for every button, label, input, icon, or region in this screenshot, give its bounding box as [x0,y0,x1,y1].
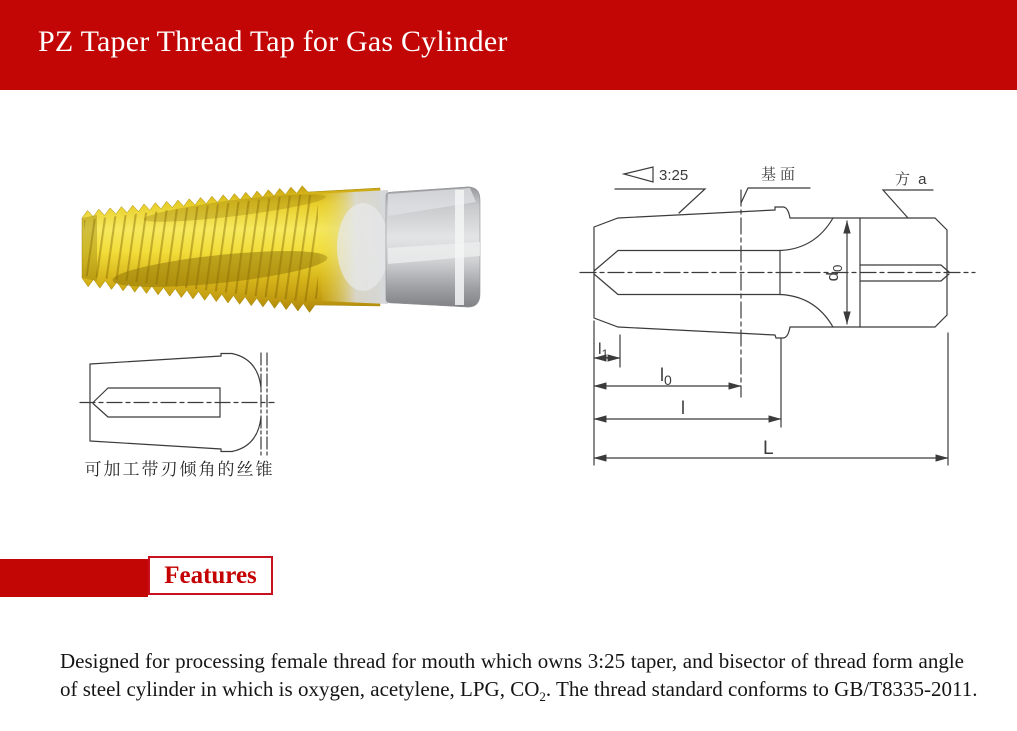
technical-drawing-svg [575,155,1015,475]
l0-label [660,365,672,388]
datum-leader-line [741,188,810,203]
L-label: L [763,438,774,459]
l0-label-main: l [660,365,664,385]
product-photo-image [70,172,485,322]
page-title: PZ Taper Thread Tap for Gas Cylinder [38,25,508,58]
steel-flute-highlight [337,203,389,291]
l1-label-sub: 1 [601,347,609,361]
description-line-2 [60,675,978,705]
features-accent-bar [0,559,148,597]
square-leader-line [883,190,933,218]
small-drawing-svg [72,348,287,463]
l-label: l [681,398,685,418]
shank-edge-highlight [455,190,464,305]
datum-face-label: 基面 [761,166,800,183]
co2-subscript: 2 [539,689,546,705]
square-drive-label: 方 a [895,171,929,188]
header-banner [0,0,1017,90]
d0-label-main: d [823,271,842,282]
features-heading-box [148,556,273,595]
taper-symbol-icon [624,167,653,182]
description-paragraph [60,647,978,705]
l0-label-sub: 0 [664,372,672,388]
taper-ratio-label: 3:25 [659,167,689,184]
l1-label-main: l [598,341,602,358]
features-heading: Features [164,561,257,589]
description-line-2-post: . The thread standard conforms to GB/T8335-2011. [545,677,978,701]
product-photo [70,172,485,322]
d0-label-sub: 0 [830,264,845,272]
small-axis-lines [261,353,267,456]
description-line-2-pre: of steel cylinder in which is oxygen, acetylene, LPG, CO [60,677,540,701]
small-drawing-caption: 可加工带刃倾角的丝锥 [84,460,275,479]
small-line-drawing [72,348,287,463]
technical-drawing [575,155,1015,475]
tip-shading [82,215,97,281]
d0-label [823,265,845,282]
taper-leader-line [615,189,705,213]
description-line-1: Designed for processing female thread for mouth which owns 3:25 taper, and bisector of thread form angle [60,649,964,673]
